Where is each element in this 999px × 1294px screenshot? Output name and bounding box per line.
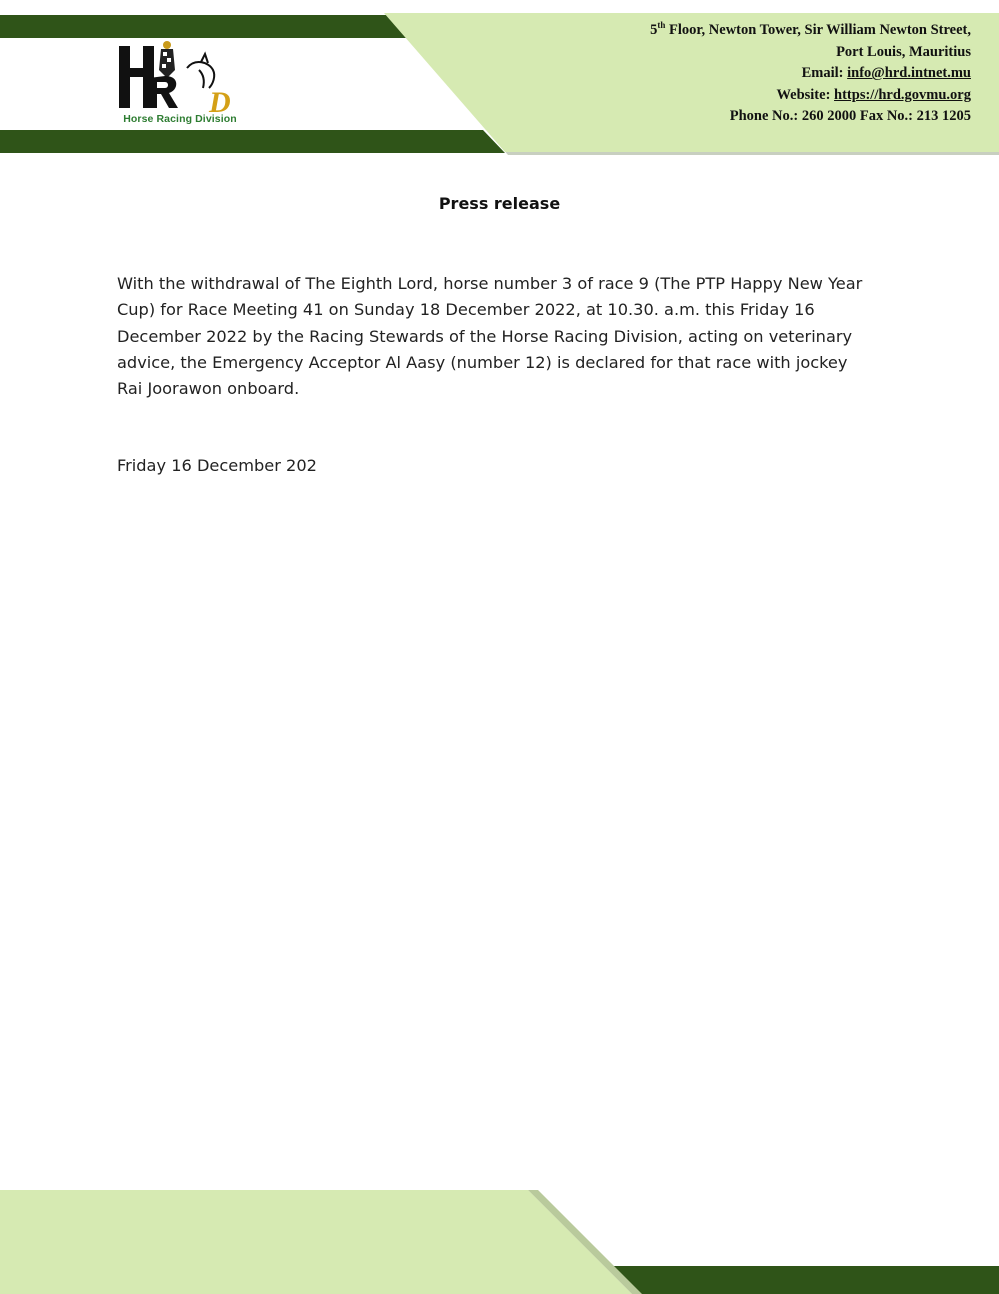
email-link[interactable]: info@hrd.intnet.mu (847, 65, 971, 81)
email-line (650, 63, 971, 85)
address-line-2: Port Louis, Mauritius (836, 43, 971, 60)
document-title: Press release (438, 194, 561, 213)
header-top-bar (0, 15, 424, 38)
release-date: Friday 16 December 202 (117, 456, 317, 475)
footer-light-panel (0, 1190, 632, 1294)
address-line-1 (650, 20, 971, 42)
address-line-1-rest: Floor, Newton Tower, Sir William Newton Street, (665, 22, 971, 38)
logo-caption: Horse Racing Division (123, 113, 237, 125)
phone-fax-line: Phone No.: 260 2000 Fax No.: 213 1205 (729, 108, 971, 124)
header-bottom-bar (0, 130, 505, 153)
website-link[interactable]: https://hrd.govmu.org (834, 86, 971, 103)
footer-banner (0, 1190, 999, 1294)
floor-suffix: th (657, 20, 666, 31)
footer-dark-bar (610, 1266, 999, 1294)
contact-block (650, 20, 971, 128)
email-label: Email: (801, 65, 848, 81)
press-release-body: With the withdrawal of The Eighth Lord, horse number 3 of race 9 (The PTP Happy New Year Cup) for Race Meeting 41 on Sunday 18 December 2022, at 10.30. a.m. this Friday 16 December 2022 by the Racing Stewards of the Horse Racing Division, acting on veterinary advice, the Emergency Acceptor Al Aasy (number 12) is declared for that race with jockey Rai Joorawon onboard. (117, 274, 863, 399)
website-label: Website: (776, 86, 835, 103)
svg-text:D: D (209, 86, 231, 119)
floor-number: 5 (650, 22, 658, 38)
website-line (650, 85, 971, 107)
